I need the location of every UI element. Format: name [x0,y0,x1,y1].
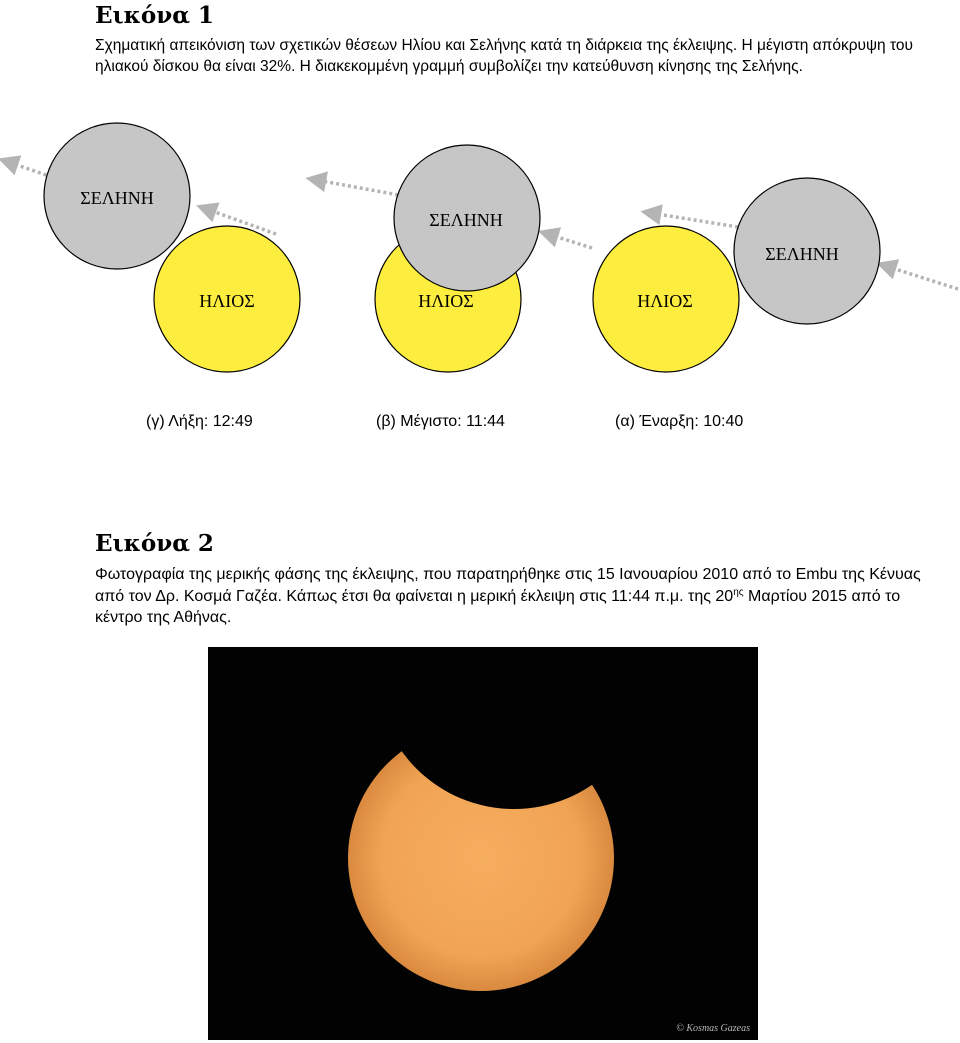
motion-arrow [322,181,404,196]
phase-label-start: (α) Έναρξη: 10:40 [615,413,744,430]
motion-arrow [892,268,958,289]
figure1-title: Εικόνα 1 [95,2,214,29]
moon-label-start: ΣΕΛΗΝΗ [765,244,839,264]
sun-label-max: ΗΛΙΟΣ [418,291,474,311]
partially-eclipsed-sun [348,725,614,991]
sun-label-end: ΗΛΙΟΣ [199,291,255,311]
figure2-caption-text-end: Μαρτίου 2015 από το κέντρο της Αθήνας. [95,587,901,626]
motion-arrow [657,214,738,227]
sun-label-start: ΗΛΙΟΣ [637,291,693,311]
motion-arrow [14,164,52,177]
moon-label-max: ΣΕΛΗΝΗ [429,210,503,230]
eclipse-photo-image [208,647,758,1040]
figure2-title: Εικόνα 2 [95,530,214,557]
eclipse-diagram [0,110,960,390]
ordinal-suffix: ης [733,586,744,598]
motion-arrow [554,236,592,248]
figure2-caption-text: Φωτογραφία της μερικής φάσης της έκλειψης, που παρατηρήθηκε στις 15 Ιανουαρίου 2010 από το Embu της Κένυας από τον Δρ. Κοσμά Γαζέα. Κάπως έτσι θα φαίνεται η μερική έκλειψη στις 11:44 π.μ. της 20 [95,566,921,605]
phase-label-max: (β) Μέγιστο: 11:44 [376,413,505,430]
figure1-caption: Σχηματική απεικόνιση των σχετικών θέσεων Ηλίου και Σελήνης κατά τη διάρκεια της έκλειψης. Η μέγιστη απόκρυψη του ηλιακού δίσκου θα είναι 32%. Η διακεκομμένη γραμμή συμβολίζει την κατεύθυνση κίνησης της Σελήνης. [95,37,913,75]
figure2-caption [95,564,925,629]
photo-credit: © Kosmas Gazeas [676,1023,750,1034]
moon-label-end: ΣΕΛΗΝΗ [80,188,154,208]
phase-label-end: (γ) Λήξη: 12:49 [146,413,253,430]
eclipse-photo [208,647,758,1040]
